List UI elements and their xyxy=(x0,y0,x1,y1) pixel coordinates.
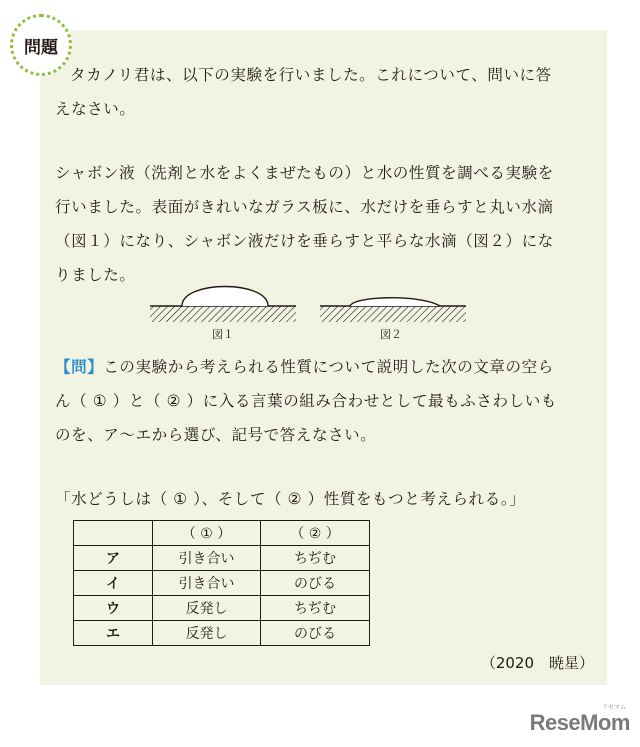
table-row xyxy=(74,621,370,646)
logo-subtitle: リセマム xyxy=(602,704,626,711)
question-line-1 xyxy=(55,350,554,384)
paragraph-line-1: シャボン液（洗剤と水をよくまぜたもの）と水の性質を調べる実験を xyxy=(55,164,554,182)
question-mark: 【問】 xyxy=(55,358,104,376)
choice-word-2: ちぢむ xyxy=(261,546,370,571)
intro-line-2: えなさい。 xyxy=(55,100,136,118)
table-row xyxy=(74,546,370,571)
question-line-3: のを、ア〜エから選び、記号で答えなさい。 xyxy=(55,426,377,444)
choice-word-1: 引き合い xyxy=(153,546,261,571)
choice-word-1: 反発し xyxy=(153,621,261,646)
resemom-logo: ReseMom xyxy=(529,710,630,735)
choice-symbol: エ xyxy=(74,621,153,646)
answer-choices-table xyxy=(73,520,370,646)
figure-1-round-droplet xyxy=(150,274,296,324)
choice-word-2: のびる xyxy=(261,621,370,646)
problem-badge: 問題 xyxy=(10,14,72,76)
choice-word-1: 引き合い xyxy=(153,571,261,596)
table-header-row xyxy=(74,521,370,546)
choice-word-2: ちぢむ xyxy=(261,596,370,621)
table-row xyxy=(74,596,370,621)
question-text-1: この実験から考えられる性質について説明した次の文章の空ら xyxy=(103,358,554,376)
question-line-2: ん（ ① ）と（ ② ）に入る言葉の組み合わせとして最もふさわしいも xyxy=(55,392,557,410)
paragraph-line-3: （図１）になり、シャボン液だけを垂らすと平らな水滴（図２）にな xyxy=(55,232,554,250)
table-row xyxy=(74,571,370,596)
table-header-cell: （ ① ） xyxy=(153,521,261,546)
source-citation: （2020 暁星） xyxy=(480,654,594,672)
table-header-cell: （ ② ） xyxy=(261,521,370,546)
table-header-cell xyxy=(74,521,153,546)
choice-symbol: イ xyxy=(74,571,153,596)
paragraph-line-4: りました。 xyxy=(55,266,136,284)
choice-symbol: ア xyxy=(74,546,153,571)
choice-word-1: 反発し xyxy=(153,596,261,621)
figure-2-flat-droplet xyxy=(320,274,466,324)
intro-line-1: タカノリ君は、以下の実験を行いました。これについて、問いに答 xyxy=(70,66,552,84)
statement: 「水どうしは（ ① ）、そして（ ② ）性質をもつと考えられる。」 xyxy=(55,490,526,508)
paragraph-line-2: 行いました。表面がきれいなガラス板に、水だけを垂らすと丸い水滴 xyxy=(55,198,554,216)
figure-1-label: 図１ xyxy=(212,328,234,341)
choice-word-2: のびる xyxy=(261,571,370,596)
figure-2-label: 図２ xyxy=(380,328,402,341)
choice-symbol: ウ xyxy=(74,596,153,621)
